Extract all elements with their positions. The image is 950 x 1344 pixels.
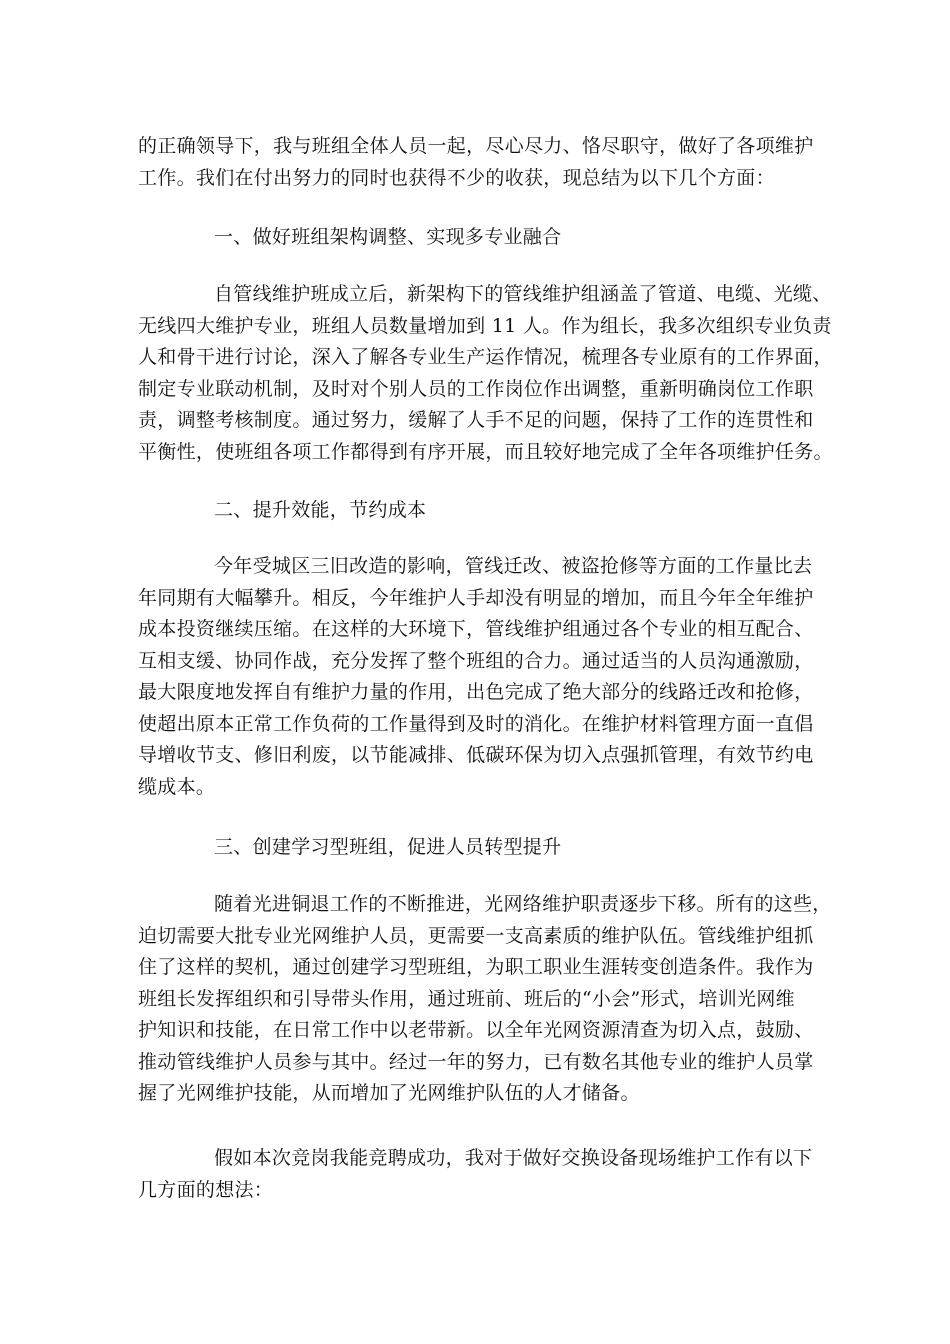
text-line: 使超出原本正常工作负荷的工作量得到及时的消化。在维护材料管理方面一直倡 xyxy=(138,712,814,735)
text-line: 无线四大维护专业，班组人员数量增加到 11 人。作为组长，我多次组织专业负责 xyxy=(138,314,832,337)
text-line: 自管线维护班成立后，新架构下的管线维护组涵盖了管道、电缆、光缆、 xyxy=(214,283,832,305)
text-line: 今年受城区三旧改造的影响，管线迁改、被盗抢修等方面的工作量比去 xyxy=(214,555,813,577)
section-heading-1 xyxy=(138,222,890,254)
text-line: 成本投资继续压缩。在这样的大环境下，管线维护组通过各个专业的相互配合、 xyxy=(138,618,814,640)
heading-text: 一、做好班组架构调整、实现多专业融合 xyxy=(214,226,562,248)
paragraph-closing xyxy=(138,1143,814,1206)
section-heading-2 xyxy=(138,495,890,527)
paragraph-section-3 xyxy=(138,889,832,1110)
text-line: 平衡性，使班组各项工作都得到有序开展，而且较好地完成了全年各项维护任务。 xyxy=(138,440,833,463)
text-line: 握了光网维护技能，从而增加了光网维护队伍的人才储备。 xyxy=(138,1082,640,1104)
paragraph-section-1 xyxy=(138,279,833,468)
text-line: 责，调整考核制度。通过努力，缓解了人手不足的问题，保持了工作的连贯性和 xyxy=(138,409,814,431)
text-line: 迫切需要大批专业光网维护人员，更需要一支高素质的维护队伍。管线维护组抓 xyxy=(138,924,814,947)
heading-text: 三、创建学习型班组，促进人员转型提升 xyxy=(214,836,562,858)
text-line: 假如本次竞岗我能竞聘成功，我对于做好交换设备现场维护工作有以下 xyxy=(214,1147,813,1169)
text-line: 住了这样的契机，通过创建学习型班组，为职工职业生涯转变创造条件。我作为 xyxy=(138,956,814,978)
text-line: 班组长发挥组织和引导带头作用，通过班前、班后的“小会”形式，培训光网维 xyxy=(138,987,795,1010)
paragraph-section-2 xyxy=(138,551,814,803)
text-line: 最大限度地发挥自有维护力量的作用，出色完成了绝大部分的线路迁改和抢修， xyxy=(138,681,814,703)
text-line: 推动管线维护人员参与其中。经过一年的努力，已有数名其他专业的维护人员掌 xyxy=(138,1050,814,1073)
text-line: 的正确领导下，我与班组全体人员一起，尽心尽力、恪尽职守，做好了各项维护 xyxy=(138,135,814,157)
text-line: 年同期有大幅攀升。相反，今年维护人手却没有明显的增加，而且今年全年维护 xyxy=(138,586,814,609)
paragraph-intro xyxy=(138,131,814,194)
text-line: 人和骨干进行讨论，深入了解各专业生产运作情况，梳理各专业原有的工作界面， xyxy=(138,346,833,368)
heading-text: 二、提升效能，节约成本 xyxy=(214,499,427,521)
text-line: 缆成本。 xyxy=(138,775,216,798)
text-line: 制定专业联动机制，及时对个别人员的工作岗位作出调整，重新明确岗位工作职 xyxy=(138,377,814,400)
text-line: 护知识和技能，在日常工作中以老带新。以全年光网资源清查为切入点，鼓励、 xyxy=(138,1019,814,1041)
text-line: 导增收节支、修旧利废，以节能减排、低碳环保为切入点强抓管理，有效节约电 xyxy=(138,744,814,766)
text-line: 几方面的想法： xyxy=(138,1178,274,1201)
text-line: 互相支缓、协同作战，充分发挥了整个班组的合力。通过适当的人员沟通激励， xyxy=(138,649,814,672)
text-line: 随着光进铜退工作的不断推进，光网络维护职责逐步下移。所有的这些， xyxy=(214,893,832,915)
section-heading-3 xyxy=(138,832,890,864)
text-line: 工作。我们在付出努力的同时也获得不少的收获，现总结为以下几个方面： xyxy=(138,166,775,189)
